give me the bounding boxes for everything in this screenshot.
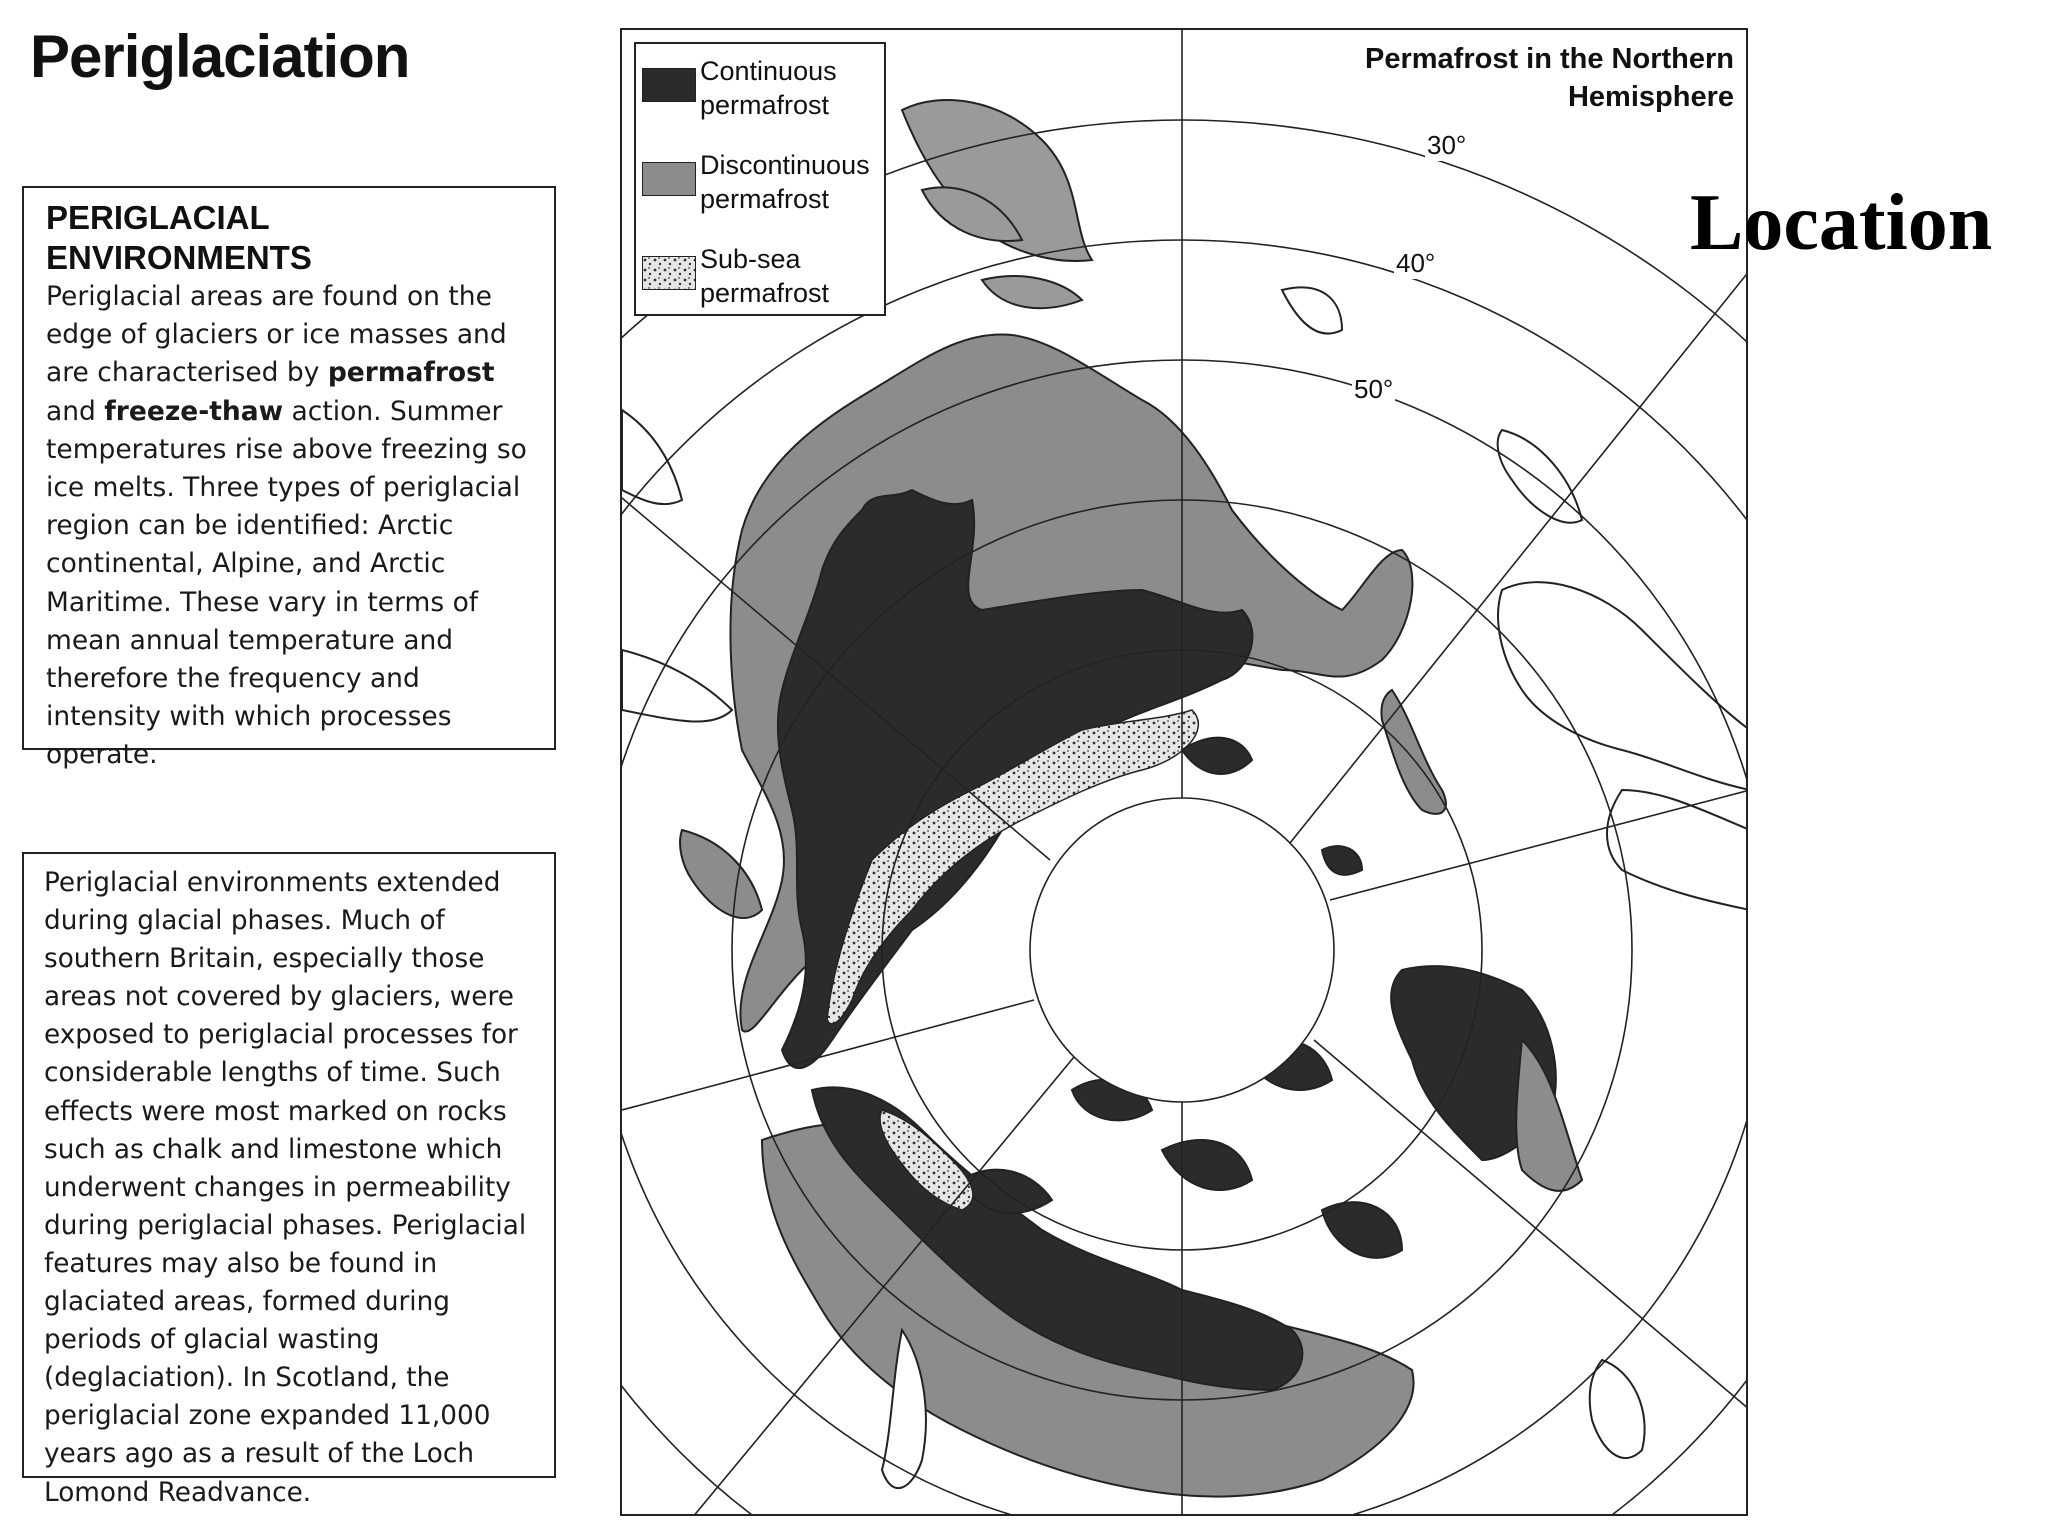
- map-title: [1365, 40, 1734, 116]
- bold-term: permafrost: [327, 357, 495, 389]
- legend-swatch-continuous: [642, 68, 696, 102]
- body-text: action. Summer temperatures rise above freezing so ice melts. Three types of periglacial region can be identified: Arctic continental, Alpine, and Arctic Maritime. These vary in terms of mean annual temperature and therefore the frequency and intensity with which processes operate.: [46, 395, 527, 771]
- landmass-outline: [1590, 1360, 1645, 1458]
- legend-label: [700, 242, 890, 310]
- periglacial-environments-box: [22, 186, 556, 771]
- map-title-line: Permafrost in the Northern: [1365, 43, 1734, 75]
- map-legend: [634, 42, 886, 316]
- legend-label-line: Continuous: [700, 56, 837, 86]
- latitude-circle-80: [1030, 798, 1334, 1102]
- discontinuous-zone-scandinavia: [1381, 690, 1445, 814]
- box-heading-line: PERIGLACIAL: [46, 199, 270, 236]
- bold-term: freeze-thaw: [104, 395, 284, 427]
- island-shape: [1162, 1140, 1252, 1190]
- glacial-phases-box: [22, 852, 556, 1508]
- island-shape: [1322, 1202, 1402, 1258]
- legend-swatch-discontinuous: [642, 162, 696, 196]
- landmass-outline: [1282, 287, 1342, 333]
- box-heading-line: ENVIRONMENTS: [46, 239, 312, 276]
- latitude-label-40: 40°: [1396, 248, 1436, 278]
- legend-label-line: Discontinuous: [700, 150, 870, 180]
- landmass-outline: [1498, 430, 1582, 523]
- island-shape: [1182, 738, 1252, 774]
- legend-swatch-subsea: [642, 256, 696, 290]
- landmass-outline: [982, 276, 1082, 308]
- box-body-text: [46, 278, 534, 775]
- legend-label-line: Sub-sea: [700, 244, 801, 274]
- latitude-label-50: 50°: [1354, 374, 1394, 404]
- legend-label: [700, 54, 890, 122]
- body-text: Periglacial areas are found on the edge of glaciers or ice masses and are characterised by: [46, 281, 507, 389]
- legend-label-line: permafrost: [700, 90, 830, 120]
- box-heading: [46, 198, 534, 278]
- landmass-outline: [622, 410, 682, 504]
- landmass-outline: [680, 830, 762, 918]
- landmass-outline: [622, 650, 732, 722]
- permafrost-map: [620, 28, 1748, 1516]
- map-title-line: Hemisphere: [1567, 81, 1734, 113]
- body-text: and: [46, 395, 105, 427]
- legend-label-line: permafrost: [700, 278, 830, 308]
- box-body-text: Periglacial environments extended during glacial phases. Much of southern Britain, especially those areas not covered by glaciers, were exposed to periglacial processes for considerable lengths of time. Such effects were most marked on rocks such as chalk and limestone which underwent changes in permeability during periglacial phases. Periglacial features may also be found in glaciated areas, formed during periods of glacial wasting (deglaciation). In Scotland, the periglacial zone expanded 11,000 years ago as a result of the Loch Lomond Readvance.: [44, 868, 527, 1508]
- legend-label-line: permafrost: [700, 184, 830, 214]
- latitude-label-30: 30°: [1427, 130, 1467, 160]
- location-label: Location: [1690, 179, 1993, 267]
- legend-label: [700, 148, 890, 216]
- island-shape: [1322, 846, 1362, 875]
- page-title: Periglaciation: [30, 23, 410, 90]
